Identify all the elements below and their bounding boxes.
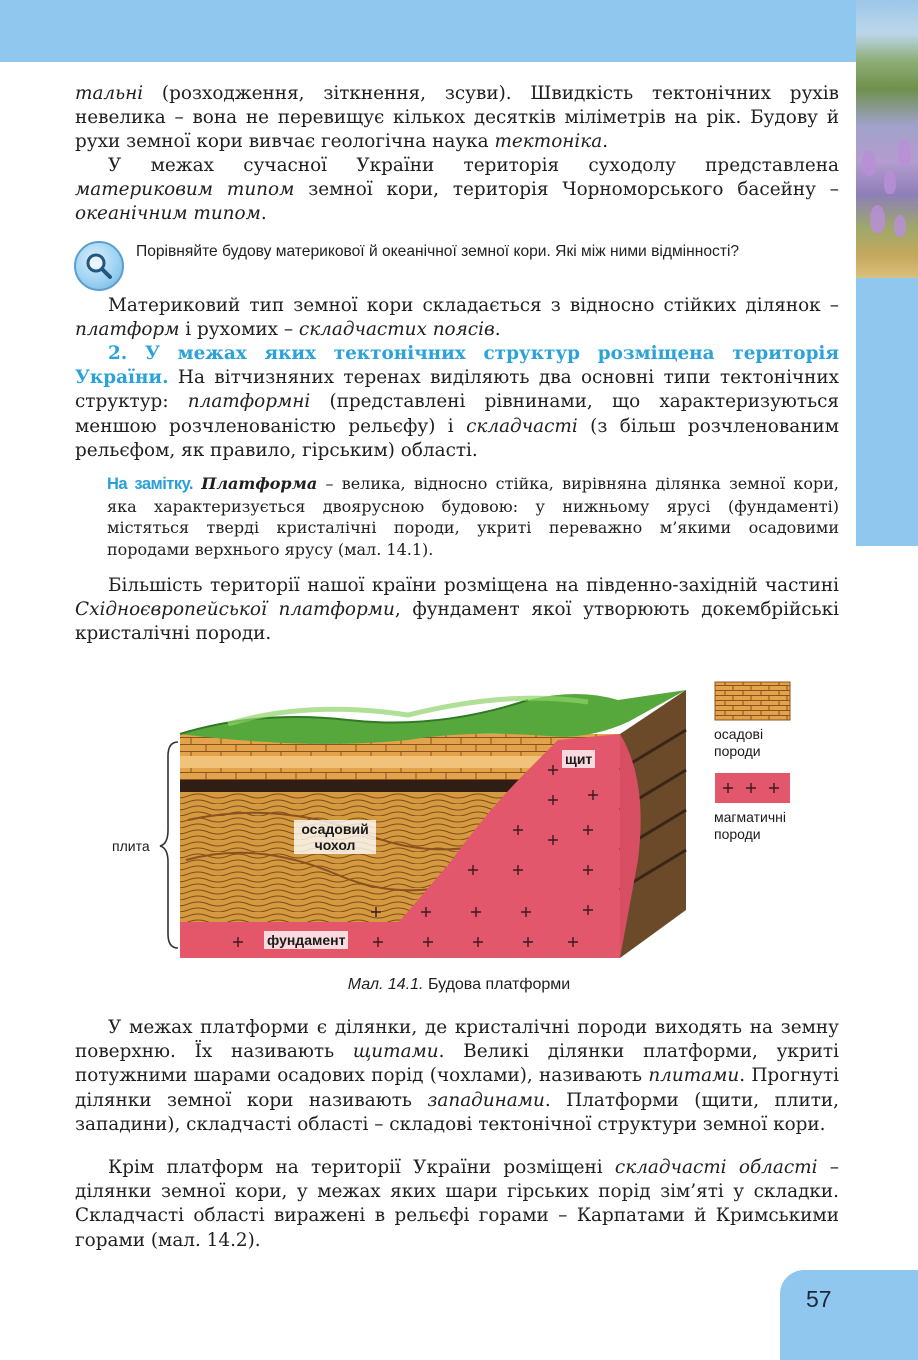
question-text: Порівняйте будову материкової й океанічної земної кори. Які між ними відмінності? bbox=[136, 243, 740, 260]
italic-term: материковим типом bbox=[75, 179, 295, 201]
text-run: (представлені рівнинами, що характеризуються меншою розчленованістю рельєфу) і bbox=[75, 391, 839, 437]
legend-sedimentary-label: осадові породи bbox=[714, 726, 764, 759]
text-run: Материковий тип земної кори складається з відносно стійких ділянок – bbox=[108, 295, 839, 316]
paragraph-east-european-platform bbox=[75, 574, 839, 647]
text-run: – ділянки земної кори, у межах яких шари гірських порід зім’яті у складки. Складчасті області виражені в рельєфі горами – Карпатами й Кримськими горами (мал. 14.2). bbox=[75, 1157, 839, 1251]
crocus-flower-decoration bbox=[862, 150, 876, 176]
magnifier-icon bbox=[84, 251, 114, 281]
caption-text: Будова платформи bbox=[423, 976, 571, 993]
paragraph-continental-crust bbox=[75, 294, 839, 342]
italic-term: тальні bbox=[75, 83, 144, 104]
page-number-tab bbox=[780, 1270, 918, 1360]
crocus-flower-decoration bbox=[870, 205, 885, 233]
paragraph-folded-areas bbox=[75, 1156, 839, 1253]
italic-term: океанічним типом bbox=[75, 203, 261, 225]
paragraph-tectonic-structures bbox=[75, 342, 839, 463]
plate-brace bbox=[160, 742, 178, 948]
crocus-flower-decoration bbox=[894, 215, 906, 237]
paragraph-tectonic-movements bbox=[75, 82, 839, 155]
magnifier-question-icon bbox=[74, 241, 124, 291]
note-platform-definition bbox=[107, 473, 839, 560]
label-sedimentary-cover: осадовий чохол bbox=[294, 820, 376, 854]
text-run: Більшість території нашої країни розміщена на південно-західній частині bbox=[108, 575, 839, 596]
paragraph-crust-types bbox=[75, 154, 839, 227]
text-run: Крім платформ на території України розміщені bbox=[108, 1157, 615, 1178]
italic-term: складчасті bbox=[466, 415, 578, 437]
text-run: . Прогнуті ділянки земної кори називають bbox=[75, 1065, 839, 1111]
top-header-band bbox=[0, 0, 856, 62]
legend-sedimentary-swatch bbox=[715, 682, 790, 720]
italic-term: западинами bbox=[427, 1089, 545, 1111]
text-run: . Платформи (щити, плити, западини), складчасті області – складові тектонічної структури земної кори. bbox=[75, 1089, 840, 1135]
landscape-photo-strip bbox=[856, 0, 918, 278]
text-run: . Великі ділянки платформи, укриті потужними шарами осадових порід (чохлами), називають bbox=[75, 1041, 839, 1087]
italic-term: платформ bbox=[75, 319, 180, 341]
label-shield: щит bbox=[562, 750, 595, 768]
note-text: – велика, відносно стійка, вирівняна ділянка земної кори, яка характеризується двоярусною будовою: у нижньому ярусі (фундаменті) містяться тверді кристалічні породи, укриті переважно м’якими осадовими породами верхнього ярусу (мал. 14.1). bbox=[107, 474, 839, 559]
italic-term: складчастих поясів bbox=[298, 319, 495, 341]
text-run: і рухомих – bbox=[179, 319, 299, 341]
note-label: На замітку. bbox=[107, 475, 193, 493]
legend-magmatic-label: магматичні породи bbox=[714, 809, 786, 842]
italic-term: платформні bbox=[187, 391, 311, 413]
text-run: . bbox=[260, 203, 267, 225]
crocus-flower-decoration bbox=[884, 170, 896, 194]
text-run: земної кори, територія Чорноморського басейну – bbox=[294, 179, 839, 201]
text-run: . bbox=[494, 319, 501, 341]
side-margin-band bbox=[856, 278, 918, 546]
label-plate: плита bbox=[112, 838, 150, 854]
italic-term: плитами bbox=[648, 1065, 740, 1087]
crocus-flower-decoration bbox=[898, 140, 911, 165]
text-run: У межах сучасної України територія суходолу представлена bbox=[108, 155, 839, 176]
text-run: , фундамент якої утворюють докембрійські кристалічні породи. bbox=[75, 599, 839, 645]
italic-term: Східноєвропейської платформи bbox=[75, 599, 395, 621]
platform-block-diagram bbox=[108, 660, 808, 972]
page-number: 57 bbox=[806, 1286, 832, 1312]
italic-term: тектоніка bbox=[494, 131, 603, 153]
paragraph-shields-plates bbox=[75, 1016, 839, 1137]
italic-term: щитами bbox=[352, 1041, 439, 1063]
text-run: . bbox=[602, 131, 609, 153]
note-term: Платформа bbox=[201, 474, 318, 493]
text-run: (розходження, зіткнення, зсуви). Швидкість тектонічних рухів невелика – вона не перевищує кількох десятків міліметрів на рік. Будову й рухи земної кори вивчає геологічна наука bbox=[75, 83, 839, 153]
platform-structure-figure bbox=[108, 660, 808, 972]
text-run: У межах платформи є ділянки, де кристалічні породи виходять на земну поверхню. Їх називають bbox=[75, 1017, 839, 1063]
label-foundation: фундамент bbox=[264, 931, 348, 949]
italic-term: складчасті області bbox=[614, 1157, 818, 1178]
figure-caption bbox=[0, 976, 918, 994]
section-heading: 2. У межах яких тектонічних структур розміщена територія України. bbox=[75, 343, 839, 389]
caption-number: Мал. 14.1. bbox=[347, 976, 424, 993]
text-run: (з більш розчленованим рельєфом, як правило, гірським) області. bbox=[75, 415, 839, 461]
text-run: На вітчизняних теренах виділяють два основні типи тектонічних структур: bbox=[75, 367, 839, 413]
